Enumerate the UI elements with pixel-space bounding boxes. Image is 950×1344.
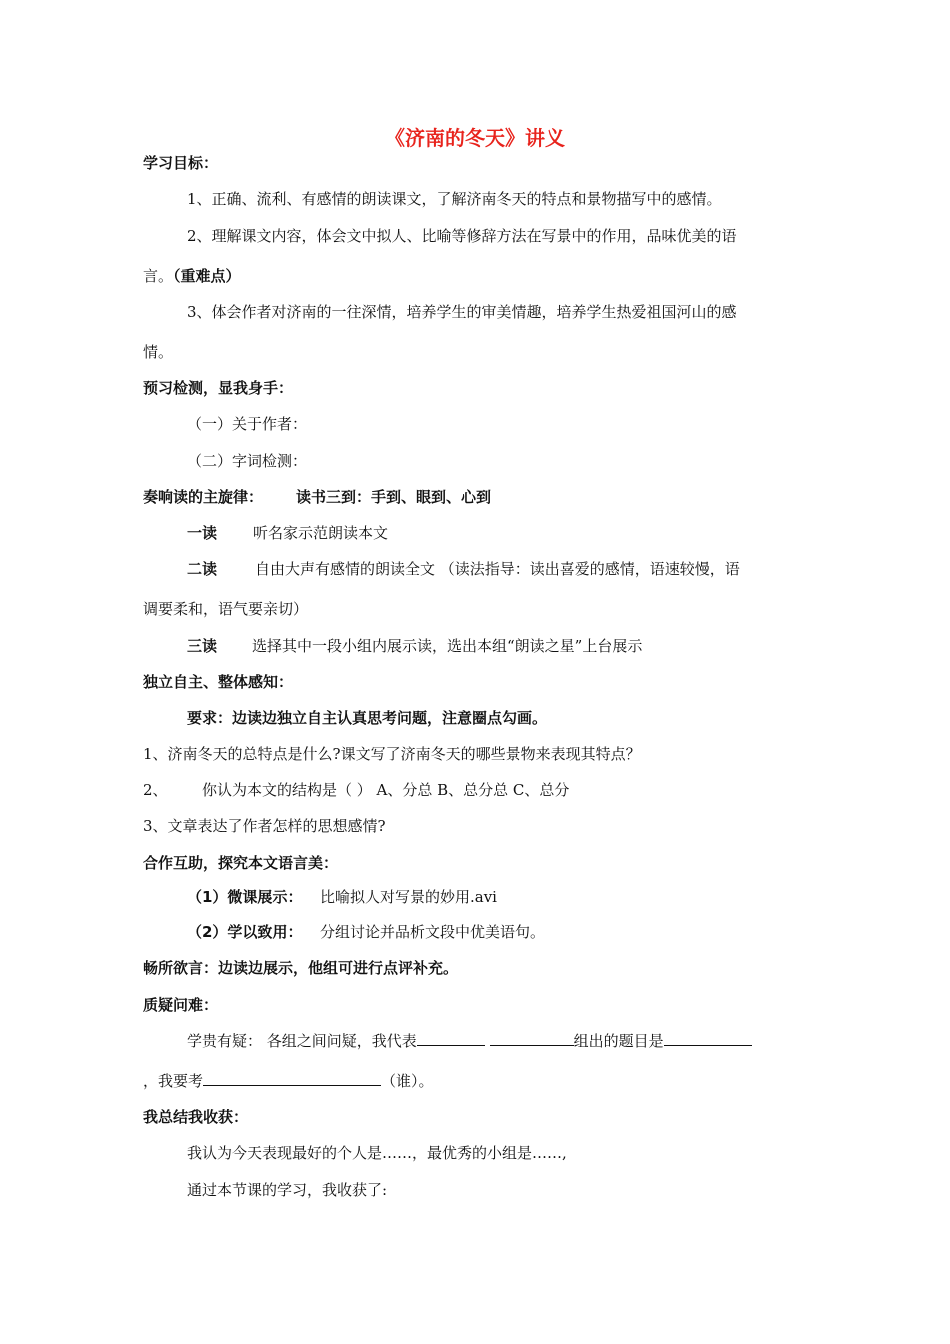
reading-heading: 奏响读的主旋律： — [143, 488, 264, 506]
independent-requirement: 要求：边读边独立自主认真思考问题，注意圈点勾画。 — [187, 709, 548, 727]
goal-2-line1: 2、理解课文内容，体会文中拟人、比喻等修辞方法在写景中的作用，品味优美的语 — [187, 227, 737, 245]
goal-1: 1、正确、流利、有感情的朗读课文，了解济南冬天的特点和景物描写中的感情。 — [187, 190, 722, 208]
question-2-text: 你认为本文的结构是（ ） A、分总 B、总分总 C、总分 — [202, 781, 570, 799]
speak-heading: 畅所欲言：边读边展示，他组可进行点评补充。 — [143, 959, 459, 977]
question-1: 1、济南冬天的总特点是什么?课文写了济南冬天的哪些景物来表现其特点？ — [143, 745, 641, 763]
goal-3-line2: 情。 — [143, 343, 174, 361]
question-heading: 质疑问难： — [143, 996, 219, 1014]
goals-heading: 学习目标： — [143, 154, 219, 172]
blank-target[interactable] — [203, 1071, 381, 1086]
independent-heading: 独立自主、整体感知： — [143, 673, 294, 691]
summary-line-2: 通过本节课的学习，我收获了: — [187, 1181, 388, 1199]
preview-item-words: （二）字词检测： — [187, 452, 308, 470]
reading-subheading: 读书三到：手到、眼到、心到 — [296, 488, 492, 506]
preview-item-author: （一）关于作者： — [187, 415, 308, 433]
read-3-label: 三读 — [187, 637, 218, 655]
summary-line-1: 我认为今天表现最好的个人是……，最优秀的小组是……, — [187, 1144, 567, 1162]
apply-label: （2）学以致用： — [187, 923, 303, 941]
read-2-text: 自由大声有感情的朗读全文 （读法指导：读出喜爱的感情，语速较慢，语 — [255, 560, 740, 578]
page-title: 《济南的冬天》讲义 — [385, 126, 565, 150]
summary-heading: 我总结我收获： — [143, 1108, 249, 1126]
goal-3-line1: 3、体会作者对济南的一往深情，培养学生的审美情趣，培养学生热爱祖国河山的感 — [187, 303, 737, 321]
blank-representative[interactable] — [417, 1031, 485, 1046]
read-1-text: 听名家示范朗读本文 — [253, 524, 389, 542]
preview-heading: 预习检测，显我身手： — [143, 379, 294, 397]
read-3-text: 选择其中一段小组内展示读，选出本组“朗读之星”上台展示 — [252, 637, 643, 655]
read-2-label: 二读 — [187, 560, 218, 578]
question-line-1-middle: 组出的题目是 — [573, 1032, 664, 1050]
goal-2-line2 — [143, 266, 241, 286]
cooperate-heading: 合作互助，探究本文语言美： — [143, 854, 339, 872]
question-line-2-suffix: （谁）。 — [381, 1072, 434, 1090]
blank-topic[interactable] — [664, 1031, 752, 1046]
goal-2-text: 言。 — [143, 267, 174, 285]
blank-group[interactable] — [490, 1031, 574, 1046]
key-point-mark: （重难点） — [173, 267, 241, 285]
read-1-label: 一读 — [187, 524, 218, 542]
micro-lesson-label: （1）微课展示： — [187, 888, 303, 906]
question-3: 3、文章表达了作者怎样的思想感情? — [143, 817, 386, 835]
question-line-1-prefix: 学贵有疑： 各组之间问疑，我代表 — [187, 1032, 417, 1050]
apply-text: 分组讨论并品析文段中优美语句。 — [320, 923, 546, 941]
question-line-2-prefix: ，我要考 — [143, 1072, 204, 1090]
read-2-continued: 调要柔和，语气要亲切） — [143, 600, 309, 618]
question-2-number: 2、 — [143, 781, 168, 799]
micro-lesson-text: 比喻拟人对写景的妙用.avi — [320, 888, 497, 906]
question-line-1 — [187, 1031, 752, 1051]
question-line-2 — [143, 1071, 434, 1091]
